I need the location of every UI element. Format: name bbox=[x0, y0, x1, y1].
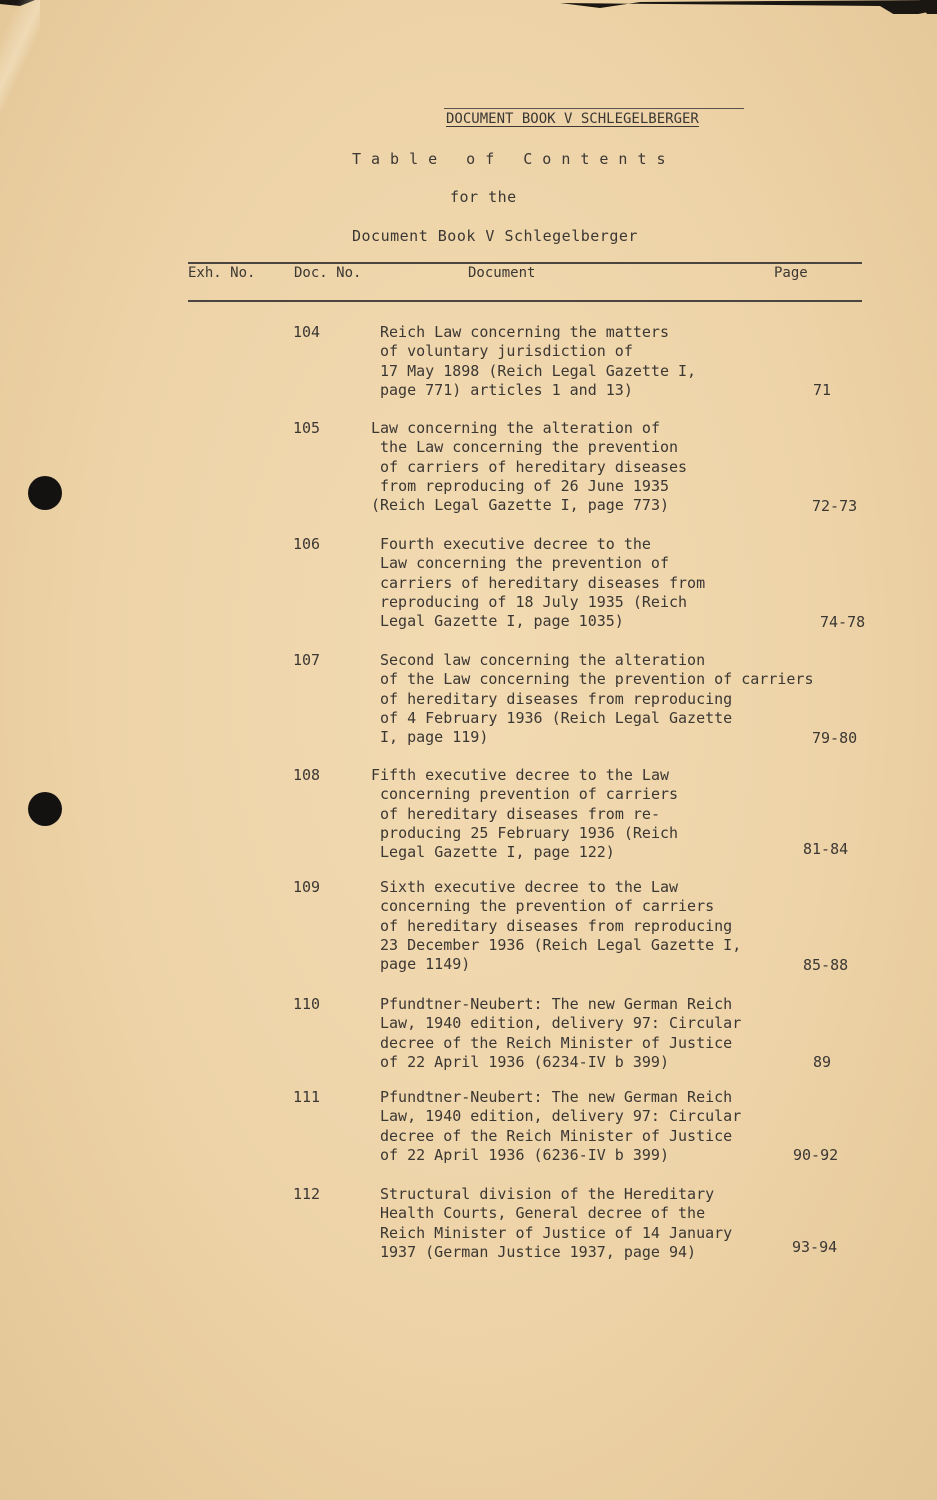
entry-description: Fifth executive decree to the Law concerning prevention of carriers of hereditary diseases from re- producing 25 February 1936 (Reich Legal Gazette I, page 122) bbox=[371, 766, 679, 862]
entry-description: Sixth executive decree to the Law concerning the prevention of carriers of hereditary diseases from reproducing 23 December 1936 (Reich Legal Gazette I, page 1149) bbox=[380, 878, 742, 974]
entry-description: Pfundtner-Neubert: The new German Reich Law, 1940 edition, delivery 97: Circular decree of the Reich Minister of Justice of 22 April 1936 (6236-IV b 399) bbox=[380, 1088, 742, 1164]
entry-page: 71 bbox=[813, 381, 832, 399]
punch-hole-upper bbox=[28, 476, 62, 510]
column-header-doc-no: Doc. No. bbox=[294, 265, 362, 281]
column-header-document: Document bbox=[468, 265, 536, 281]
toc-heading: Table of Contents bbox=[352, 150, 676, 168]
entry-doc-number: 110 bbox=[293, 995, 321, 1013]
entry-page: 89 bbox=[813, 1053, 832, 1071]
entry-description: Second law concerning the alteration of the Law concerning the prevention of carriers of hereditary diseases from reproducing of 4 February 1936 (Reich Legal Gazette I, page 119) bbox=[380, 651, 814, 747]
toc-subheading: for the bbox=[450, 188, 517, 206]
title-overline bbox=[444, 108, 744, 109]
entry-doc-number: 105 bbox=[293, 419, 321, 437]
book-label: Document Book V Schlegelberger bbox=[352, 227, 638, 245]
entry-doc-number: 106 bbox=[293, 535, 321, 553]
entry-page: 85-88 bbox=[803, 956, 849, 974]
entry-page: 93-94 bbox=[792, 1238, 838, 1256]
entry-description: Reich Law concerning the matters of voluntary jurisdiction of 17 May 1898 (Reich Legal Gazette I, page 771) articles 1 and 13) bbox=[380, 323, 697, 399]
column-header-exh-no: Exh. No. bbox=[188, 265, 256, 281]
entry-page: 72-73 bbox=[812, 497, 858, 515]
punch-hole-lower bbox=[28, 792, 62, 826]
entry-page: 74-78 bbox=[820, 613, 866, 631]
folded-corner bbox=[0, 0, 40, 110]
document-book-title: DOCUMENT BOOK V SCHLEGELBERGER bbox=[446, 111, 699, 127]
entry-page: 81-84 bbox=[803, 840, 849, 858]
entry-page: 90-92 bbox=[793, 1146, 839, 1164]
entry-doc-number: 104 bbox=[293, 323, 321, 341]
entry-doc-number: 108 bbox=[293, 766, 321, 784]
column-header-page: Page bbox=[774, 265, 808, 281]
entry-doc-number: 111 bbox=[293, 1088, 321, 1106]
torn-top-edge bbox=[0, 0, 937, 14]
entry-page: 79-80 bbox=[812, 729, 858, 747]
entry-description: Pfundtner-Neubert: The new German Reich Law, 1940 edition, delivery 97: Circular decree of the Reich Minister of Justice of 22 April 1936 (6234-IV b 399) bbox=[380, 995, 742, 1071]
entry-doc-number: 109 bbox=[293, 878, 321, 896]
entry-description: Fourth executive decree to the Law concerning the prevention of carriers of hereditary diseases from reproducing of 18 July 1935 (Reich Legal Gazette I, page 1035) bbox=[380, 535, 706, 631]
header-rule-top bbox=[188, 262, 862, 264]
entry-description: Structural division of the Hereditary Health Courts, General decree of the Reich Minister of Justice of 14 January 1937 (German Justice 1937, page 94) bbox=[380, 1185, 733, 1261]
entry-doc-number: 112 bbox=[293, 1185, 321, 1203]
entry-doc-number: 107 bbox=[293, 651, 321, 669]
entry-description: Law concerning the alteration of the Law concerning the prevention of carriers of hereditary diseases from reproducing of 26 June 1935 (Reich Legal Gazette I, page 773) bbox=[371, 419, 688, 515]
header-rule-bottom bbox=[188, 300, 862, 302]
